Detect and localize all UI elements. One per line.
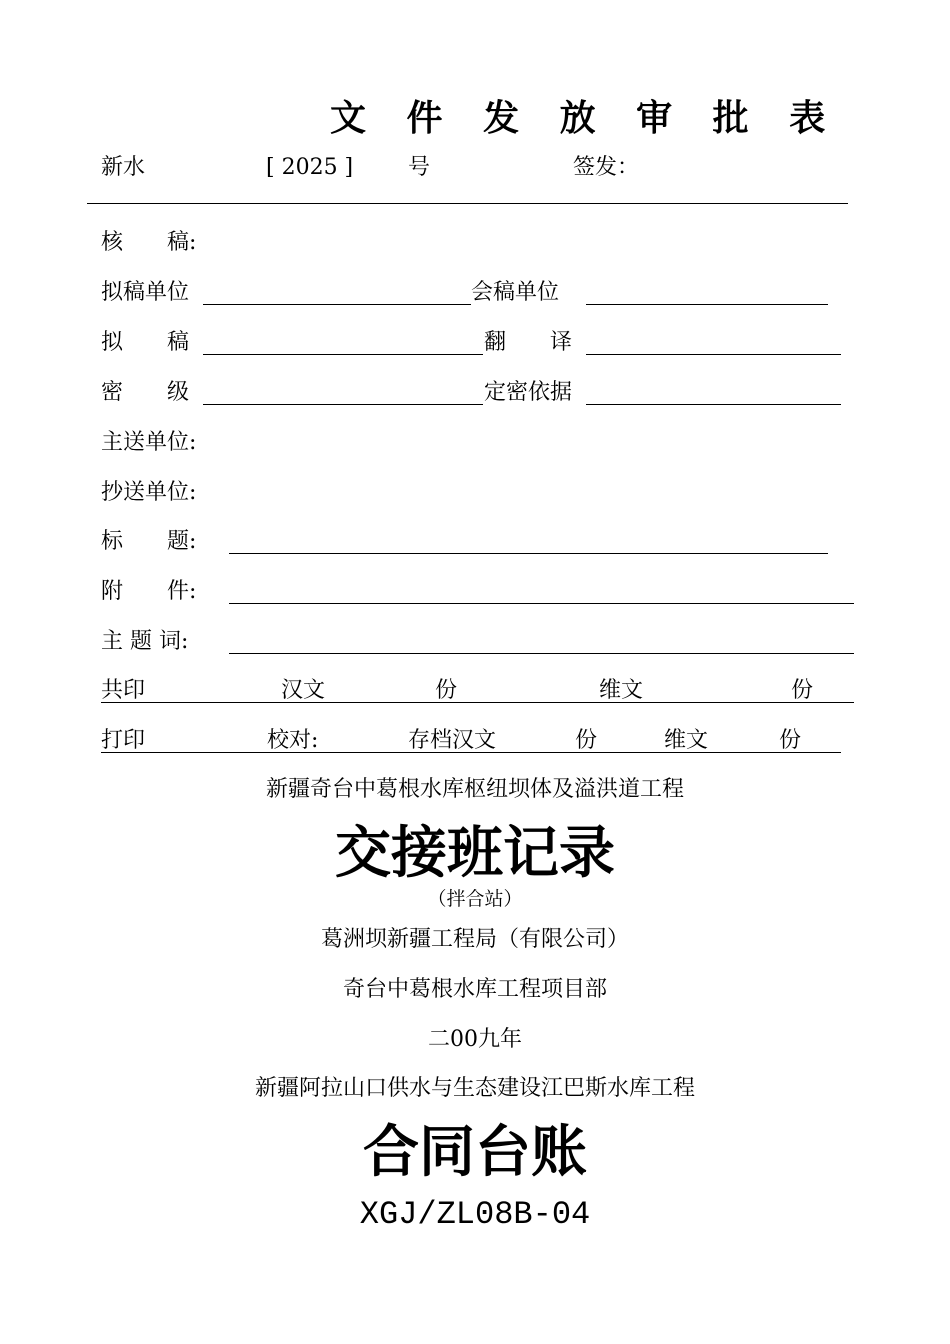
cc-recipient-label: 抄送单位: — [101, 480, 197, 505]
copies-label: 份 — [791, 678, 814, 703]
cover1-title: 交接班记录 — [335, 821, 615, 886]
secret-basis-line — [586, 404, 841, 405]
cover1-company: 葛洲坝新疆工程局（有限公司） — [320, 927, 629, 952]
review-label: 核 稿: — [101, 230, 197, 255]
print-row1-line — [101, 702, 854, 703]
archive-chinese-label: 存档汉文 — [408, 728, 497, 753]
doc-prefix: 新水 — [101, 155, 146, 180]
subject-title-line — [229, 553, 828, 554]
cover2-title: 合同台账 — [363, 1120, 587, 1185]
uyghur-label: 维文 — [599, 678, 644, 703]
secret-level-label: 密 级 — [101, 380, 190, 405]
print-row2-line — [101, 752, 841, 753]
draft-unit-line — [203, 304, 471, 305]
cover1-year: 二00九年 — [428, 1027, 522, 1052]
doc-number-label: 号 — [408, 155, 431, 180]
print-label: 打印 — [101, 728, 146, 753]
keywords-line — [229, 653, 854, 654]
cover2-project: 新疆阿拉山口供水与生态建设江巴斯水库工程 — [254, 1076, 695, 1101]
cosign-unit-line — [586, 304, 828, 305]
uyghur-label: 维文 — [664, 728, 709, 753]
form-title: 文 件 发 放 审 批 表 — [330, 97, 840, 139]
keywords-label: 主 题 词: — [101, 629, 189, 654]
header-divider — [87, 203, 848, 204]
draft-unit-label: 拟稿单位 — [101, 280, 190, 305]
secret-level-line — [203, 404, 483, 405]
drafter-line — [203, 354, 483, 355]
subject-title-label: 标 题: — [101, 529, 197, 554]
translate-label: 翻 译 — [484, 330, 573, 355]
drafter-label: 拟 稿 — [101, 330, 190, 355]
attachment-label: 附 件: — [101, 579, 197, 604]
main-recipient-label: 主送单位: — [101, 430, 197, 455]
secret-basis-label: 定密依据 — [484, 380, 573, 405]
copies-label: 份 — [779, 728, 802, 753]
translate-line — [586, 354, 841, 355]
cover2-code: XGJ/ZL08B-04 — [359, 1196, 591, 1233]
cosign-unit-label: 会稿单位 — [471, 280, 560, 305]
doc-year: [ 2025 ] — [266, 155, 354, 180]
chinese-label: 汉文 — [281, 678, 326, 703]
sign-label: 签发： — [573, 155, 640, 180]
cover1-subtitle: （拌合站） — [427, 888, 523, 910]
copies-label: 份 — [575, 728, 598, 753]
proofread-label: 校对: — [267, 728, 319, 753]
copies-label: 份 — [435, 678, 458, 703]
total-print-label: 共印 — [101, 678, 146, 703]
cover1-project: 新疆奇台中葛根水库枢纽坝体及溢洪道工程 — [265, 777, 684, 802]
cover1-department: 奇台中葛根水库工程项目部 — [342, 977, 607, 1002]
attachment-line — [229, 603, 854, 604]
